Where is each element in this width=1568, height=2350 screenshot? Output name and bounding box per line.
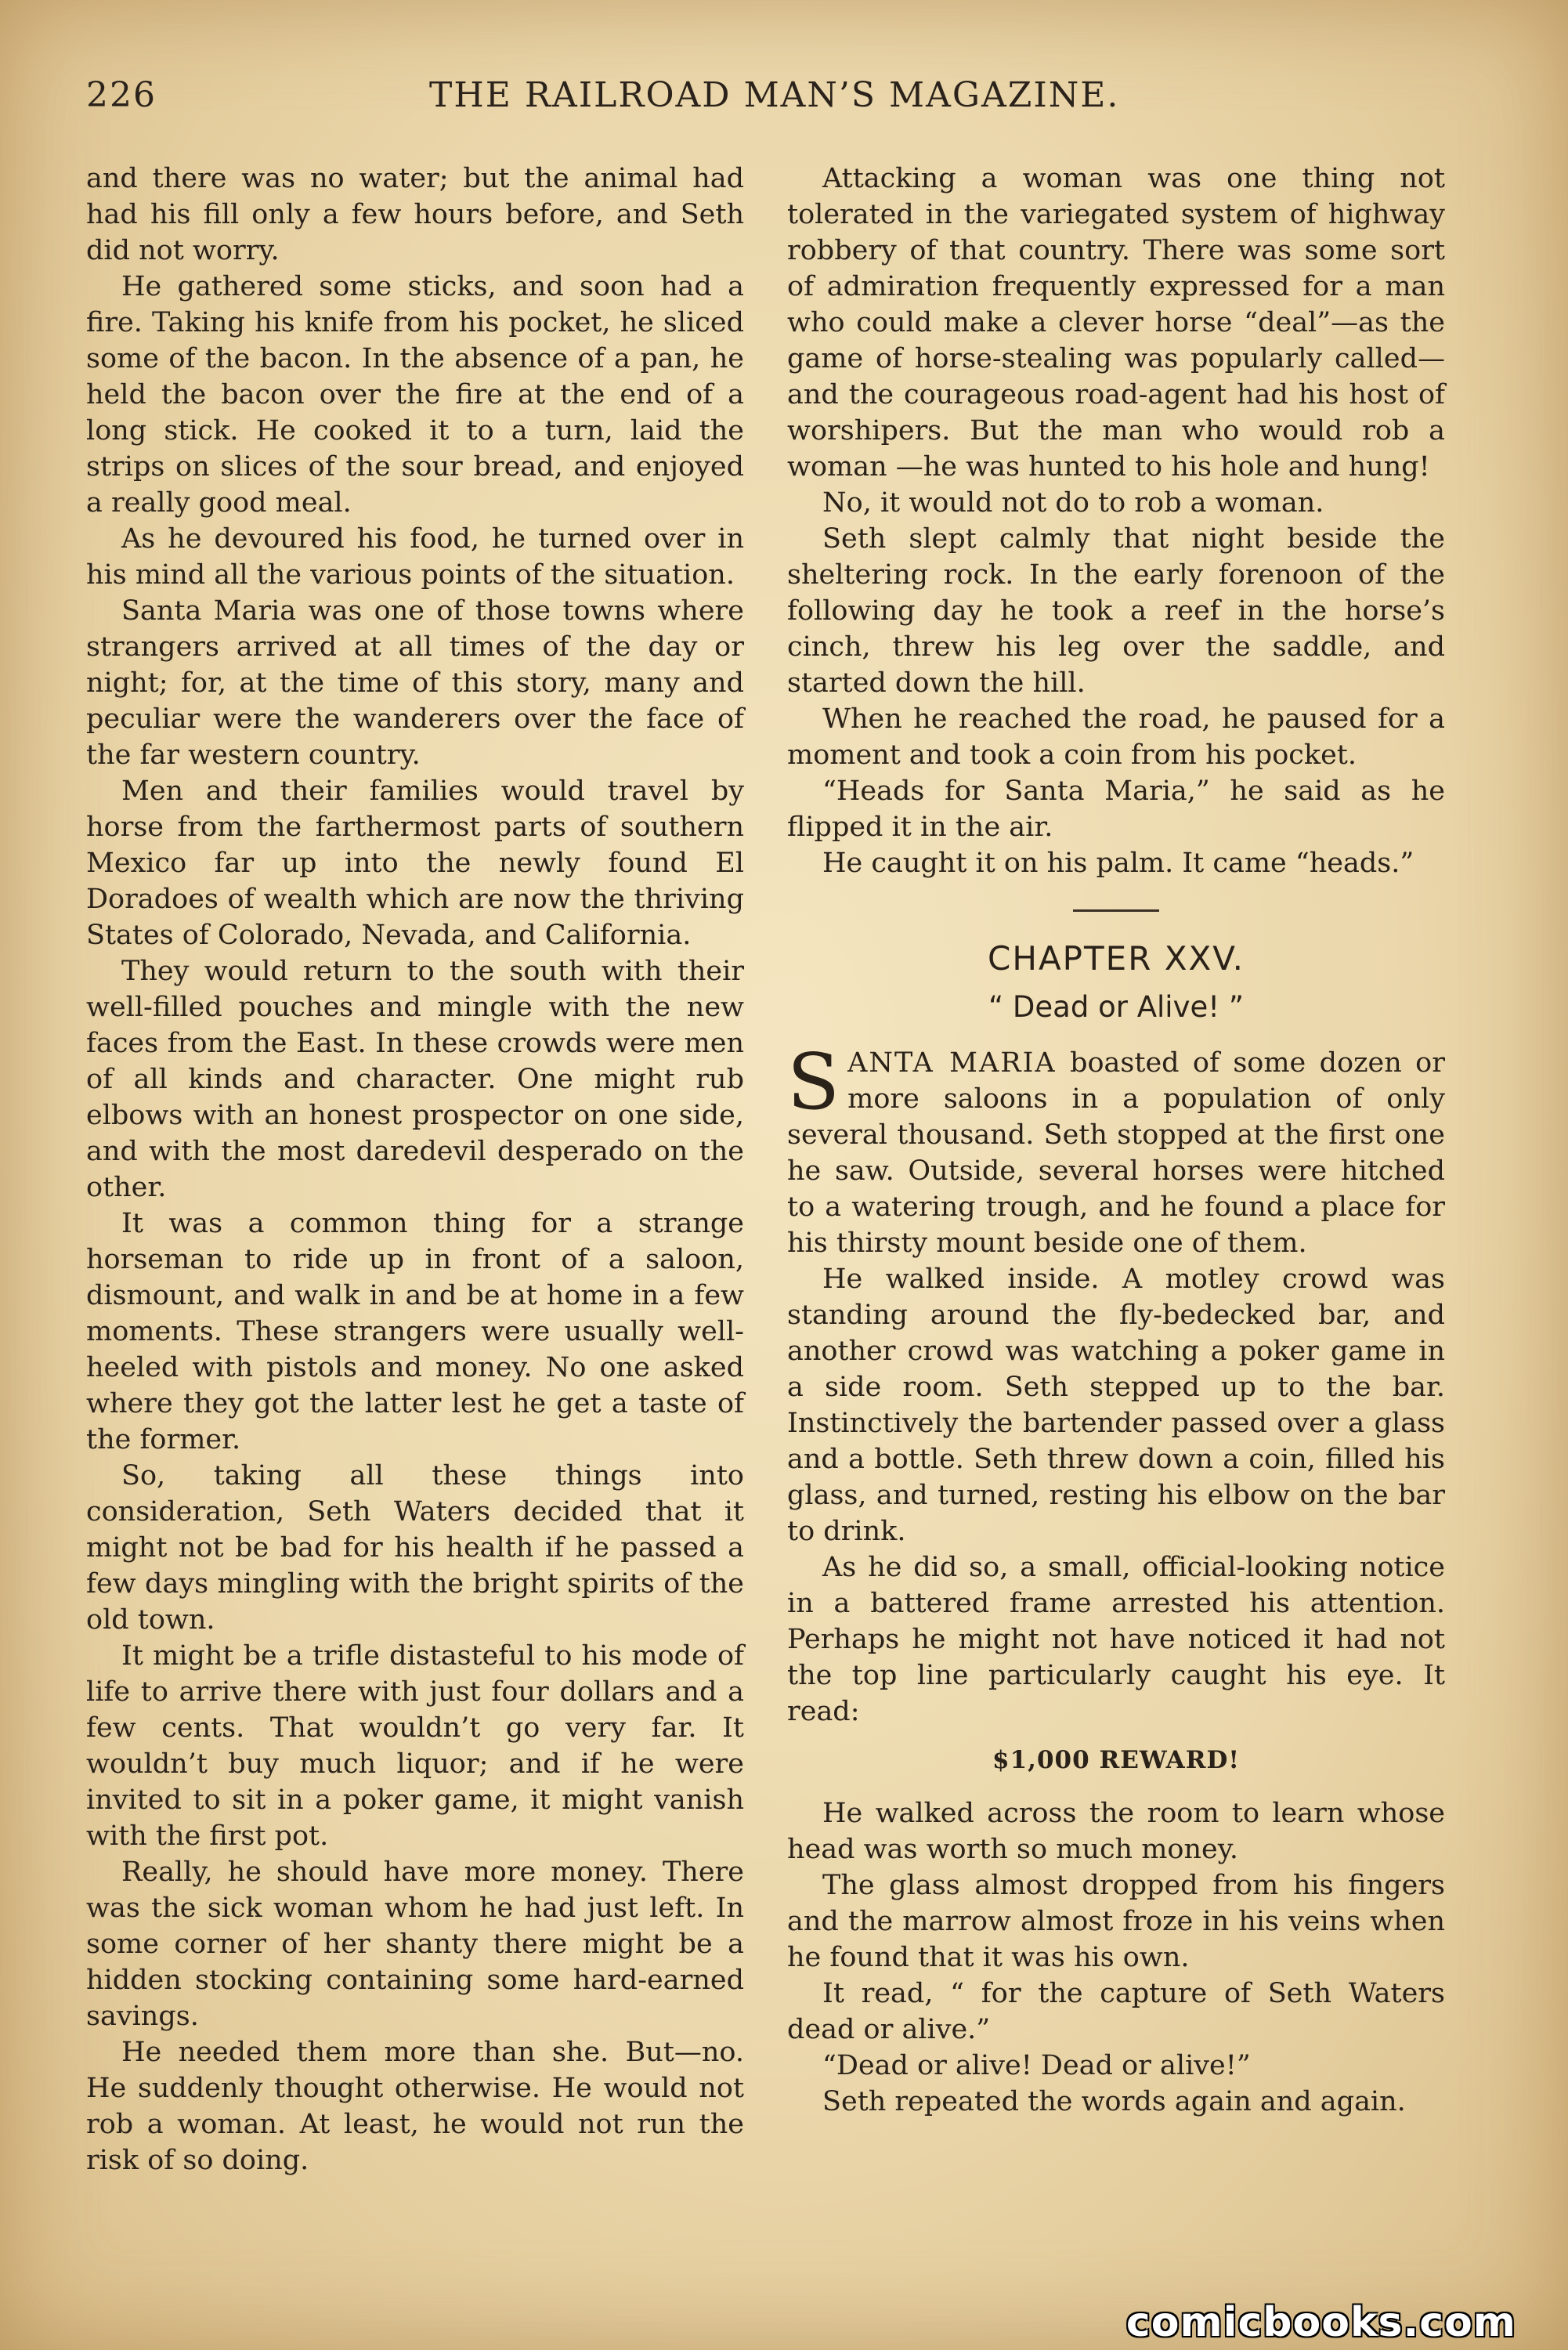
- drop-cap: S: [787, 1038, 840, 1127]
- paragraph: Santa Maria was one of those towns where strangers arrived at all times of the day or night; for, at the time of this story, many and peculiar were the wanderers over the face of the far western country.: [86, 595, 744, 771]
- paragraph: When he reached the road, he paused for a moment and took a coin from his pocket.: [787, 703, 1445, 771]
- paragraph: “Heads for Santa Maria,” he said as he flipped it in the air.: [787, 776, 1445, 843]
- paragraph: He gathered some sticks, and soon had a fire. Taking his knife from his pocket, he sliced some of the bacon. In the absence of a pan, he held the bacon over the fire at the end of a long stick. He cooked it to a turn, laid the strips on slices of the sour bread, and enjoyed a really good meal.: [86, 271, 744, 519]
- paragraph: It read, “ for the capture of Seth Waters dead or alive.”: [787, 1978, 1445, 2045]
- paragraph: He caught it on his palm. It came “heads.”: [822, 848, 1414, 879]
- left-column: [86, 161, 744, 2178]
- paragraph: Seth repeated the words again and again.: [822, 2086, 1406, 2117]
- chapter-subtitle: “ Dead or Alive! ”: [988, 990, 1244, 1024]
- page-number: 226: [86, 75, 157, 115]
- paragraph: They would return to the south with their well-filled pouches and mingle with the new faces from the East. In these crowds were men of all kinds and character. One might rub elbows with an honest prospector on one side, and with the most daredevil desperado on the other.: [86, 956, 744, 1203]
- paragraph: He walked inside. A motley crowd was standing around the fly-bedecked bar, and another crowd was watching a poker game in a side room. Seth stepped up to the bar. Instinctively the bartender passed over a glass and a bottle. Seth threw down a coin, filled his glass, and turned, resting his elbow on the bar to drink.: [787, 1264, 1445, 1547]
- paragraph: Attacking a woman was one thing not tolerated in the variegated system of highway robbery of that country. There was some sort of admiration frequently expressed for a man who could make a clever horse “deal”—as the game of horse-stealing was popularly called—and the courageous road-agent had his host of worshipers. But the man who would rob a woman —he was hunted to his hole and hung!: [787, 163, 1445, 483]
- section-divider: [1073, 909, 1159, 912]
- paragraph: “Dead or alive! Dead or alive!”: [822, 2050, 1251, 2081]
- paragraph: The glass almost dropped from his fingers and the marrow almost froze in his veins when he found that it was his own.: [787, 1870, 1445, 1973]
- chapter-heading: CHAPTER XXV.: [988, 939, 1245, 978]
- opening-text: boasted of some dozen or more saloons in a population of only several thousand. Seth stopped at the first one he saw. Outside, several horses were hitched to a watering trough, and he found a place for his thirsty mount beside one of them.: [787, 1047, 1445, 1259]
- site-watermark: comicbooks.com: [1125, 2299, 1516, 2346]
- paragraph: He needed them more than she. But—no. He suddenly thought otherwise. He would not rob a woman. At least, he would not run the risk of so doing.: [86, 2037, 744, 2176]
- magazine-title: THE RAILROAD MAN’S MAGAZINE.: [429, 75, 1120, 115]
- paragraph: It was a common thing for a strange horseman to ride up in front of a saloon, dismount, and walk in and be at home in a few moments. These strangers were usually well-heeled with pistols and money. No one asked where they got the latter lest he get a taste of the former.: [86, 1208, 744, 1455]
- right-column: [787, 161, 1445, 2120]
- paragraph: It might be a trifle distasteful to his mode of life to arrive there with just four dollars and a few cents. That wouldn’t go very far. It wouldn’t buy much liquor; and if he were invited to sit in a poker game, it might vanish with the first pot.: [86, 1640, 744, 1852]
- paragraph: Seth slept calmly that night beside the sheltering rock. In the early forenoon of the following day he took a reef in the horse’s cinch, threw his leg over the saddle, and started down the hill.: [787, 523, 1445, 699]
- paragraph: As he did so, a small, official-looking notice in a battered frame arrested his attention. Perhaps he might not have noticed it had not the top line particularly caught his eye. It read:: [787, 1552, 1445, 1727]
- paragraph: As he devoured his food, he turned over in his mind all the various points of the situation.: [86, 523, 744, 591]
- small-caps-lead: ANTA MARIA: [847, 1047, 1057, 1079]
- reward-notice: $1,000 REWARD!: [992, 1746, 1240, 1774]
- paragraph: He walked across the room to learn whose head was worth so much money.: [787, 1798, 1445, 1865]
- paragraph: and there was no water; but the animal had had his fill only a few hours before, and Seth did not worry.: [86, 163, 744, 266]
- paragraph: So, taking all these things into consideration, Seth Waters decided that it might not be bad for his health if he passed a few days mingling with the bright spirits of the old town.: [86, 1460, 744, 1636]
- chapter-opening-paragraph: [787, 1038, 1445, 1261]
- paragraph: Really, he should have more money. There was the sick woman whom he had just left. In some corner of her shanty there might be a hidden stocking containing some hard-earned savings.: [86, 1856, 744, 2032]
- paragraph: Men and their families would travel by horse from the farthermost parts of southern Mexico far up into the newly found El Doradoes of wealth which are now the thriving States of Colorado, Nevada, and California.: [86, 776, 744, 951]
- paragraph: No, it would not do to rob a woman.: [822, 487, 1324, 519]
